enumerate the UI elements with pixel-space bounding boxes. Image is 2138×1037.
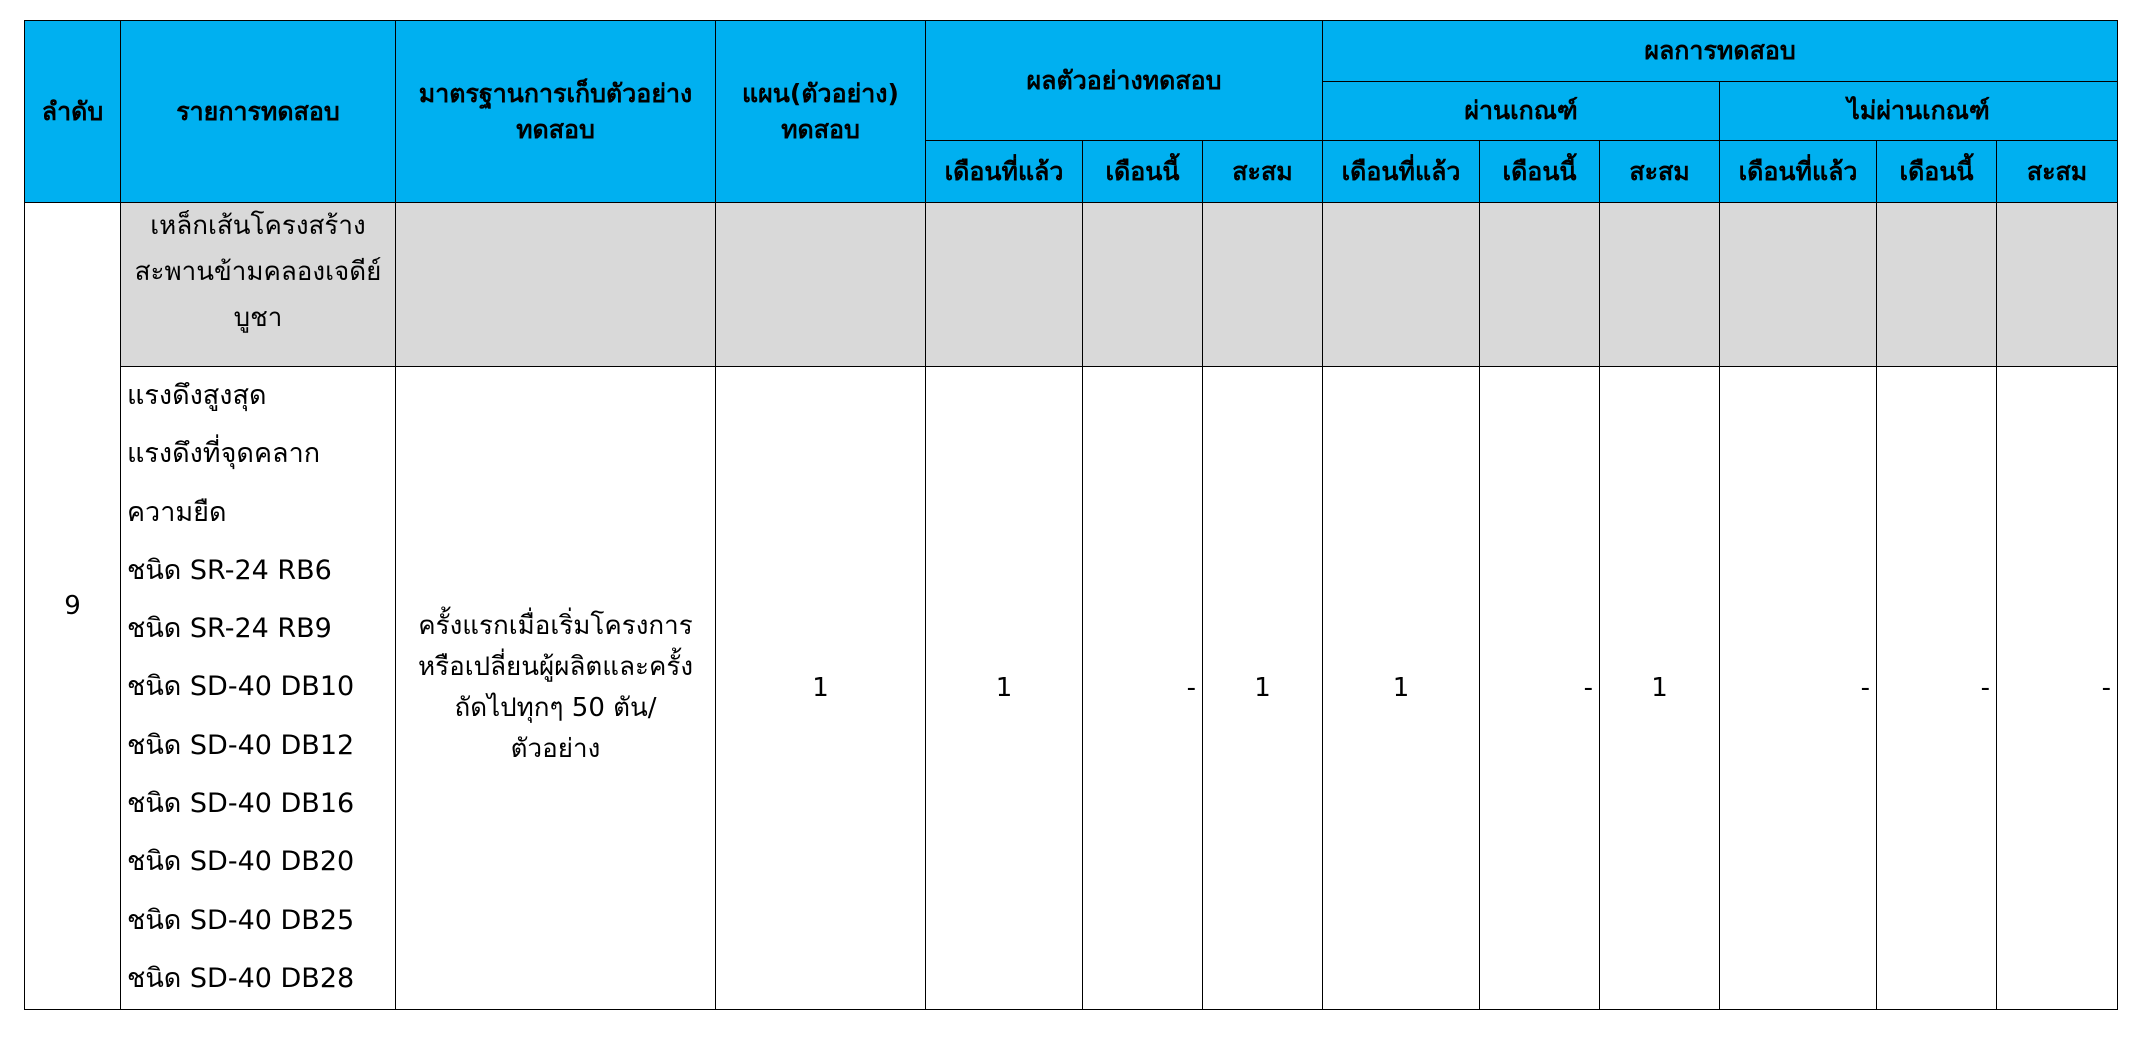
report-sheet xyxy=(24,20,2118,1010)
header-plan: แผน(ตัวอย่าง) ทดสอบ xyxy=(716,21,926,203)
row-seq: 9 xyxy=(25,203,121,1010)
header-seq: ลำดับ xyxy=(25,21,121,203)
header-pass-this-month: เดือนนี้ xyxy=(1480,141,1600,203)
sample-cumulative-value: 1 xyxy=(1203,367,1323,1010)
list-item: แรงดึงสูงสุด xyxy=(127,380,267,411)
header-sampling-standard: มาตรฐานการเก็บตัวอย่าง ทดสอบ xyxy=(396,21,716,203)
list-item: ชนิด SD-40 DB12 xyxy=(127,729,355,761)
list-item: ชนิด SD-40 DB10 xyxy=(127,671,355,703)
header-pass: ผ่านเกณฑ์ xyxy=(1323,82,1720,141)
list-item: ชนิด SD-40 DB20 xyxy=(127,846,355,878)
header-test-item: รายการทดสอบ xyxy=(121,21,396,203)
group-cell xyxy=(1480,203,1600,367)
header-pass-cumulative: สะสม xyxy=(1600,141,1720,203)
list-item: ชนิด SR-24 RB6 xyxy=(127,554,332,586)
group-cell xyxy=(396,203,716,367)
header-sample-results: ผลตัวอย่างทดสอบ xyxy=(926,21,1323,141)
header-pass-last-month: เดือนที่แล้ว xyxy=(1323,141,1480,203)
header-fail-last-month: เดือนที่แล้ว xyxy=(1720,141,1877,203)
sample-last-month-value: 1 xyxy=(926,367,1083,1010)
group-title: เหล็กเส้นโครงสร้าง สะพานข้ามคลองเจดีย์ บูชา xyxy=(121,203,396,367)
group-cell xyxy=(1203,203,1323,367)
group-cell xyxy=(1720,203,1877,367)
group-cell xyxy=(926,203,1083,367)
table-row xyxy=(25,203,2118,367)
list-item: ชนิด SD-40 DB16 xyxy=(127,788,355,820)
table-body xyxy=(25,203,2118,1010)
test-results-table xyxy=(24,20,2118,1010)
sampling-standard-cell: ครั้งแรกเมื่อเริ่มโครงการ หรือเปลี่ยนผู้ผลิตและครั้ง ถัดไปทุกๆ 50 ตัน/ ตัวอย่าง xyxy=(396,367,716,1010)
header-fail: ไม่ผ่านเกณฑ์ xyxy=(1720,82,2118,141)
header-sample-last-month: เดือนที่แล้ว xyxy=(926,141,1083,203)
group-cell xyxy=(1600,203,1720,367)
header-sample-this-month: เดือนนี้ xyxy=(1083,141,1203,203)
test-items-cell xyxy=(121,367,396,1010)
table-row xyxy=(25,367,2118,1010)
header-test-results: ผลการทดสอบ xyxy=(1323,21,2118,82)
group-cell xyxy=(1083,203,1203,367)
pass-cumulative-value: 1 xyxy=(1600,367,1720,1010)
group-cell xyxy=(1877,203,1997,367)
plan-value: 1 xyxy=(716,367,926,1010)
list-item: ความยืด xyxy=(127,496,227,528)
list-item: ชนิด SD-40 DB28 xyxy=(127,962,355,994)
group-cell xyxy=(716,203,926,367)
group-cell xyxy=(1323,203,1480,367)
header-sample-cumulative: สะสม xyxy=(1203,141,1323,203)
group-cell xyxy=(1997,203,2118,367)
sample-this-month-value: - xyxy=(1083,367,1203,1010)
fail-last-month-value: - xyxy=(1720,367,1877,1010)
header-fail-cumulative: สะสม xyxy=(1997,141,2118,203)
list-item: ชนิด SD-40 DB25 xyxy=(127,904,355,936)
table-header xyxy=(25,21,2118,203)
list-item: ชนิด SR-24 RB9 xyxy=(127,613,332,645)
pass-last-month-value: 1 xyxy=(1323,367,1480,1010)
pass-this-month-value: - xyxy=(1480,367,1600,1010)
fail-cumulative-value: - xyxy=(1997,367,2118,1010)
header-fail-this-month: เดือนนี้ xyxy=(1877,141,1997,203)
fail-this-month-value: - xyxy=(1877,367,1997,1010)
list-item: แรงดึงที่จุดคลาก xyxy=(127,438,321,470)
